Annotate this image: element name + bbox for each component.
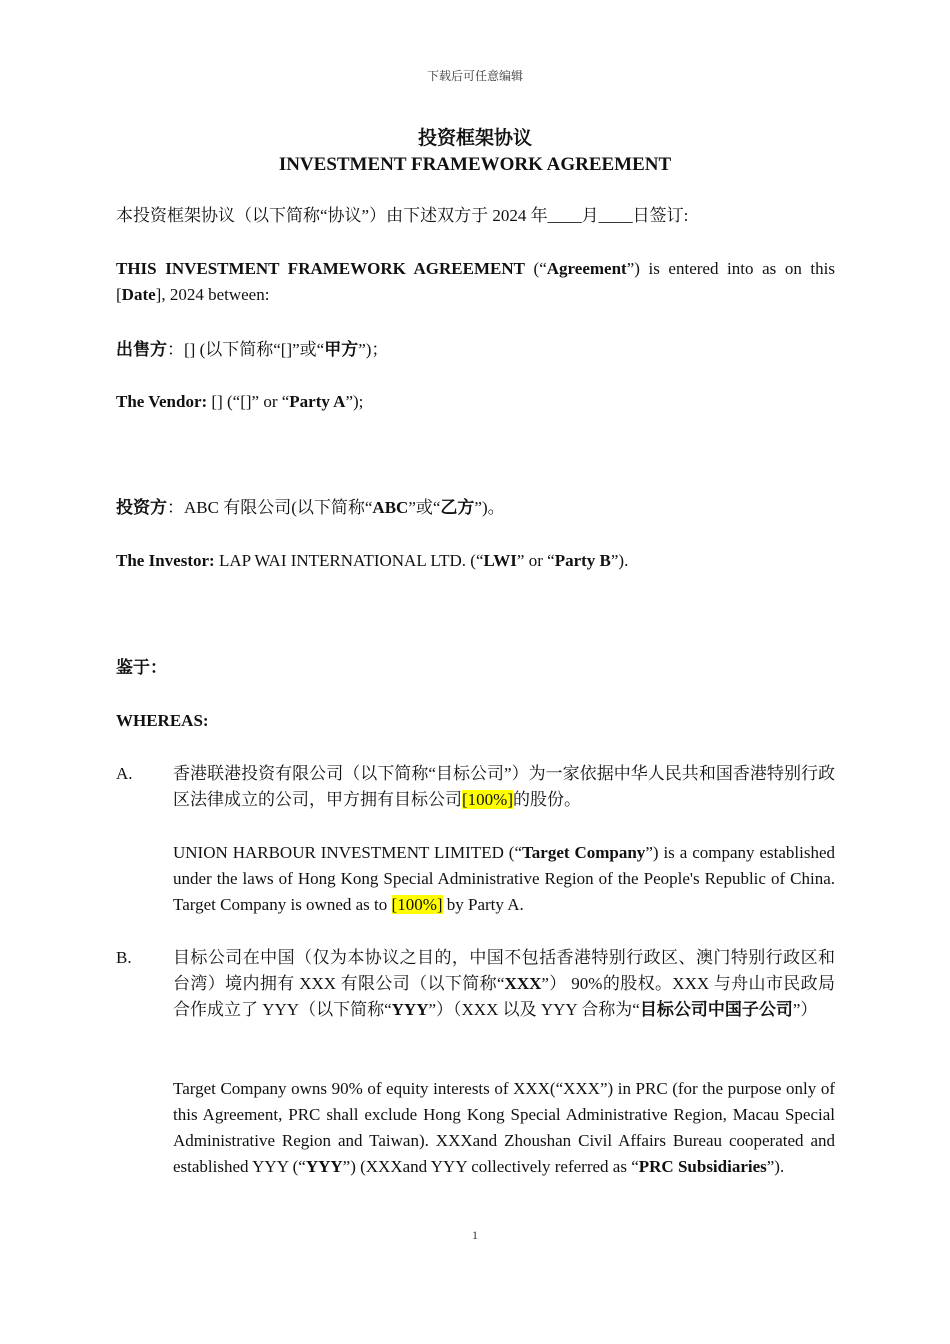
document-title [0,126,950,178]
investor-cn-text-1: ：ABC 有限公司(以下简称“ [167,498,373,517]
intro-en-date: Date [121,285,156,304]
intro-en [116,256,835,308]
item-b-cn-text-2: ”） 90%的股权。XXX 与舟山市民政局合作成立了 YYY（以下简称“ [173,974,835,1019]
title-en: INVESTMENT FRAMEWORK AGREEMENT [278,154,672,175]
vendor-en-text-1: [] (“[]” or “ [207,392,290,411]
item-b-en-text-1: Target Company owns 90% of equity interests of XXX(“XXX”) in PRC (for the purpose only of this Agreement, PRC shall exclude Hong Kong Special Administrative Region, Macau Special Administrative Region and Taiwan). XXXand Zhoushan Civil Affairs Bureau cooperated and established YYY (“ [173,1079,835,1176]
investor-cn-label: 投资方 [116,498,167,517]
investor-en-label: The Investor: [116,551,215,570]
item-b-en-text-3: ”). [766,1157,785,1176]
vendor-en-text-2: ”); [345,392,364,411]
intro-cn: 本投资框架协议（以下简称“协议”）由下述双方于 2024 年____月____日签订: [116,206,689,225]
item-b-cn-text-4: ”） [792,1000,818,1019]
item-a-en [173,840,835,918]
intro-en-text-3: ], 2024 between: [155,285,270,304]
item-b-cn-prc-subsidiaries: 目标公司中国子公司 [639,1000,793,1019]
investor-en-text-1: LAP WAI INTERNATIONAL LTD. (“ [214,551,484,570]
item-b-en-yyy: YYY [305,1157,343,1176]
investor-en-text-2: ” or “ [516,551,555,570]
vendor-cn-text-2: ”)； [358,340,389,359]
item-a-en-highlight: [100%] [391,895,443,914]
page-number: 1 [472,1228,478,1242]
vendor-cn-label: 出售方 [116,340,167,359]
investor-en-short-name: LWI [483,551,517,570]
vendor-en-party: Party A [289,392,346,411]
investor-cn-party: 乙方 [440,498,475,517]
intro-en-agreement-name: THIS INVESTMENT FRAMEWORK AGREEMENT [116,259,525,278]
item-b-cn [173,945,835,1023]
item-a-en-text-3: by Party A. [442,895,524,914]
investor-cn-text-3: ”)。 [474,498,505,517]
item-b-cn-text-3: ”）（XXX 以及 YYY 合称为“ [428,1000,640,1019]
item-b-en-text-2: ”) (XXXand YYY collectively referred as “ [342,1157,639,1176]
vendor-cn [116,337,835,363]
item-a-cn-text-2: 的股份。 [512,790,581,809]
item-a-label: A. [116,764,133,783]
item-a-en-text-2: ”) is a company established under the laws of Hong Kong Special Administrative Region of the People's Republic of China. Target Company is owned as to [173,843,835,914]
investor-cn-short-name: ABC [372,498,409,517]
header-note: 下载后可任意编辑 [426,69,523,83]
whereas-en: WHEREAS: [116,711,209,730]
intro-en-agreement-term: Agreement [546,259,627,278]
investor-en-text-3: ”). [610,551,629,570]
item-a-cn-highlight: [100%] [462,790,513,809]
vendor-en [116,389,835,415]
item-b-cn-text-1: 目标公司在中国（仅为本协议之目的，中国不包括香港特别行政区、澳门特别行政区和台湾）境内拥有 XXX 有限公司（以下简称“ [173,948,835,993]
vendor-cn-text-1: ：[] (以下简称“[]”或“ [167,340,325,359]
intro-en-text-2: ”) is entered into as on this [ [116,259,835,304]
vendor-en-label: The Vendor: [116,392,208,411]
intro-en-text-1: (“ [524,259,547,278]
investor-en-party: Party B [554,551,611,570]
item-b-cn-yyy: YYY [391,1000,429,1019]
title-cn: 投资框架协议 [417,128,532,149]
item-a-cn-text-1: 香港联港投资有限公司（以下简称“目标公司”）为一家依据中华人民共和国香港特别行政区法律成立的公司，甲方拥有目标公司 [173,764,835,809]
vendor-cn-party: 甲方 [324,340,359,359]
whereas-cn: 鉴于： [116,658,167,677]
item-b-en-prc-subsidiaries: PRC Subsidiaries [638,1157,767,1176]
item-b-cn-xxx: XXX [504,974,542,993]
investor-en [116,548,835,574]
item-b-label: B. [116,948,132,967]
item-a-cn [173,761,835,813]
item-a-en-target-company: Target Company [522,843,646,862]
investor-cn-text-2: ”或“ [408,498,441,517]
item-b-en [173,1076,835,1180]
item-a-en-text-1: UNION HARBOUR INVESTMENT LIMITED (“ [173,843,522,862]
investor-cn [116,495,835,521]
